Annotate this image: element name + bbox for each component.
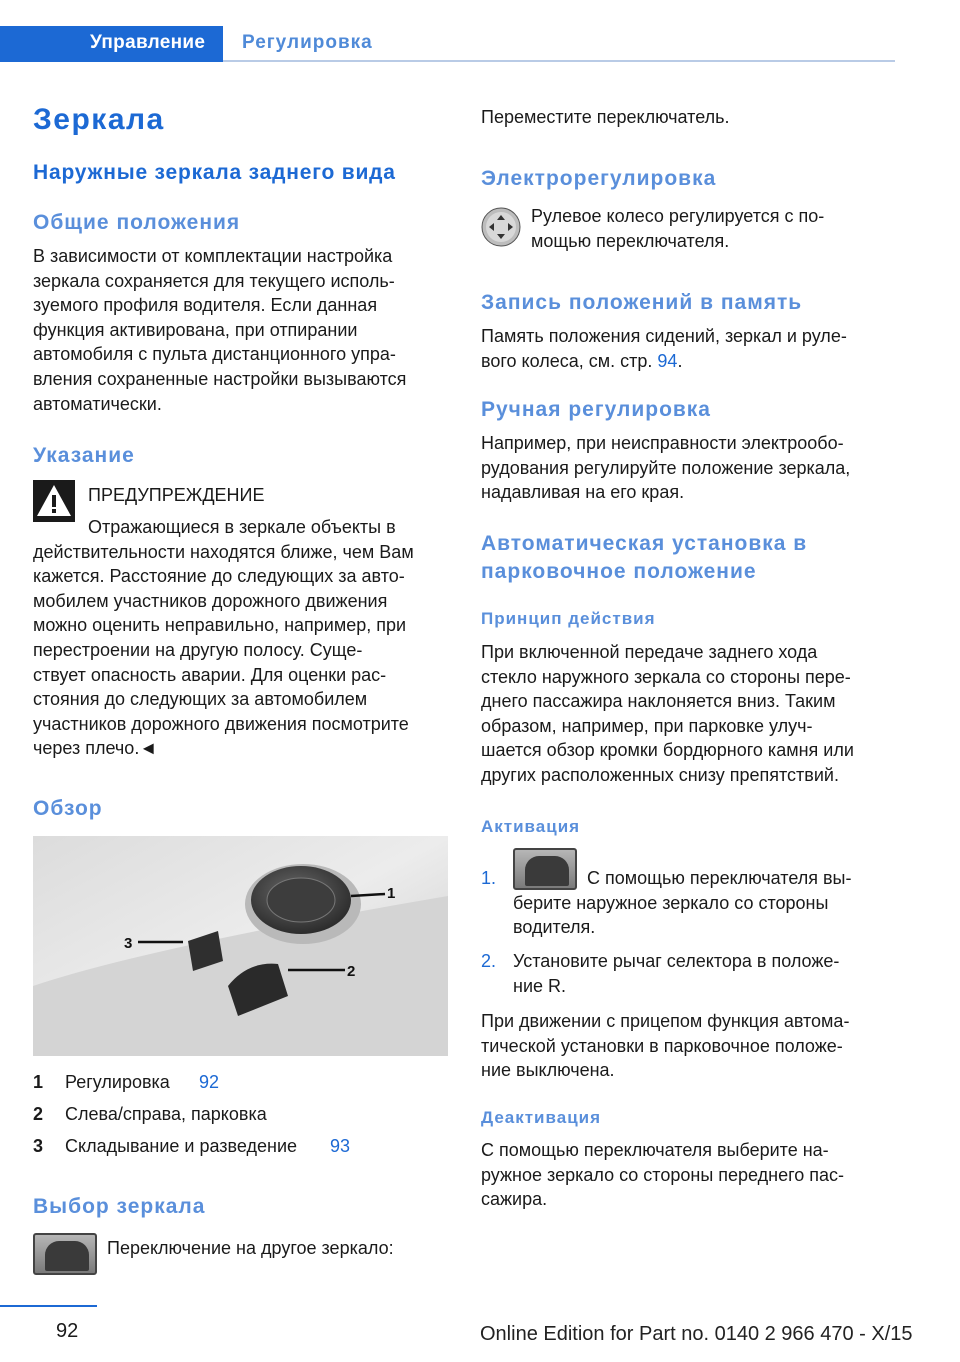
principle-text: При включенной передаче заднего хода стекло наружного зеркала со стороны пере‐ днего пассажира наклоняется вниз. Таким образом, например, при парковке улуч‐ шается обзор кромки бордюрного камня или других расположенных снизу препятствий. [481, 642, 854, 785]
warning-title: ПРЕДУПРЕЖДЕНИЕ [88, 485, 265, 505]
page-link[interactable]: 93 [330, 1136, 351, 1156]
page-title: Зеркала [33, 103, 165, 136]
note-heading: Указание [33, 444, 135, 467]
trailer-text: При движении с прицепом функция автома‐ тической установки в парковочное положе‐ ние выключена. [481, 1011, 850, 1081]
memory-heading: Запись положений в память [481, 291, 803, 314]
page-link[interactable]: 92 [199, 1072, 220, 1092]
page-link[interactable]: 94 [657, 350, 678, 371]
overview-heading: Обзор [33, 797, 103, 820]
principle-heading: Принцип действия [481, 609, 656, 628]
header-tabs [0, 26, 895, 62]
footer-rule [0, 1305, 97, 1307]
manual-heading: Ручная регулировка [481, 398, 711, 421]
warning-first-line: Отражающиеся в зеркале объекты в [88, 517, 396, 537]
select-mirror-text: Переключение на другое зеркало: [107, 1238, 394, 1258]
tab-underline [223, 60, 895, 62]
callout-2: 2 [347, 963, 356, 980]
move-switch-text: Переместите переключатель. [481, 107, 730, 127]
electric-heading: Электрорегулировка [481, 167, 717, 190]
mirror-switch-icon [513, 848, 577, 890]
section-title: Наружные зеркала заднего вида [33, 161, 396, 184]
auto-park-heading: Автоматическая установка в парковочное положение [481, 532, 808, 583]
select-mirror-heading: Выбор зеркала [33, 1195, 206, 1218]
warning-icon [33, 480, 75, 522]
general-heading: Общие положения [33, 211, 241, 234]
callout-3: 3 [124, 935, 133, 952]
mirror-switch-photo [33, 836, 448, 1056]
memory-text: Память положения сидений, зеркал и руле‐ вого колеса, см. стр. 94. [481, 326, 847, 371]
edition-text: Online Edition for Part no. 0140 2 966 470 - X/15 [480, 1323, 913, 1345]
callout-1: 1 [387, 885, 396, 902]
deactivation-heading: Деактивация [481, 1108, 602, 1127]
mirror-switch-icon [33, 1233, 97, 1275]
tab-adjustment[interactable]: Регулировка [242, 32, 373, 53]
electric-text: Рулевое колесо регулируется с по‐ мощью переключателя. [531, 206, 825, 251]
activation-heading: Активация [481, 817, 581, 836]
page-number: 92 [56, 1320, 79, 1342]
tab-control[interactable]: Управление [0, 26, 223, 62]
deactivation-text: С помощью переключателя выберите на‐ ружное зеркало со стороны переднего пас‐ сажира. [481, 1140, 845, 1210]
general-text: В зависимости от комплектации настройка зеркала сохраняется для текущего исполь‐ зуемого профиля водителя. Если данная функция активирована, при отпирании автомобиля с пульта дистанционного упра‐ вления сохраненные настройки вызываются автоматически. [33, 246, 407, 414]
joystick-icon [481, 207, 521, 247]
warning-text: действительности находятся ближе, чем Вам кажется. Расстояние до следующих за авто‐ мобилем участников дорожного движения можно оценить неправильно, например, при перестроении на другую полосу. Суще‐ ствует опасность аварии. Для оценки рас‐ стояния до следующих за автомобилем участников дорожного движения посмотрите через плечо.◄ [33, 541, 414, 759]
manual-text: Например, при неисправности электрообо‐ рудования регулируйте положение зеркала, надавливая на его края. [481, 433, 851, 503]
